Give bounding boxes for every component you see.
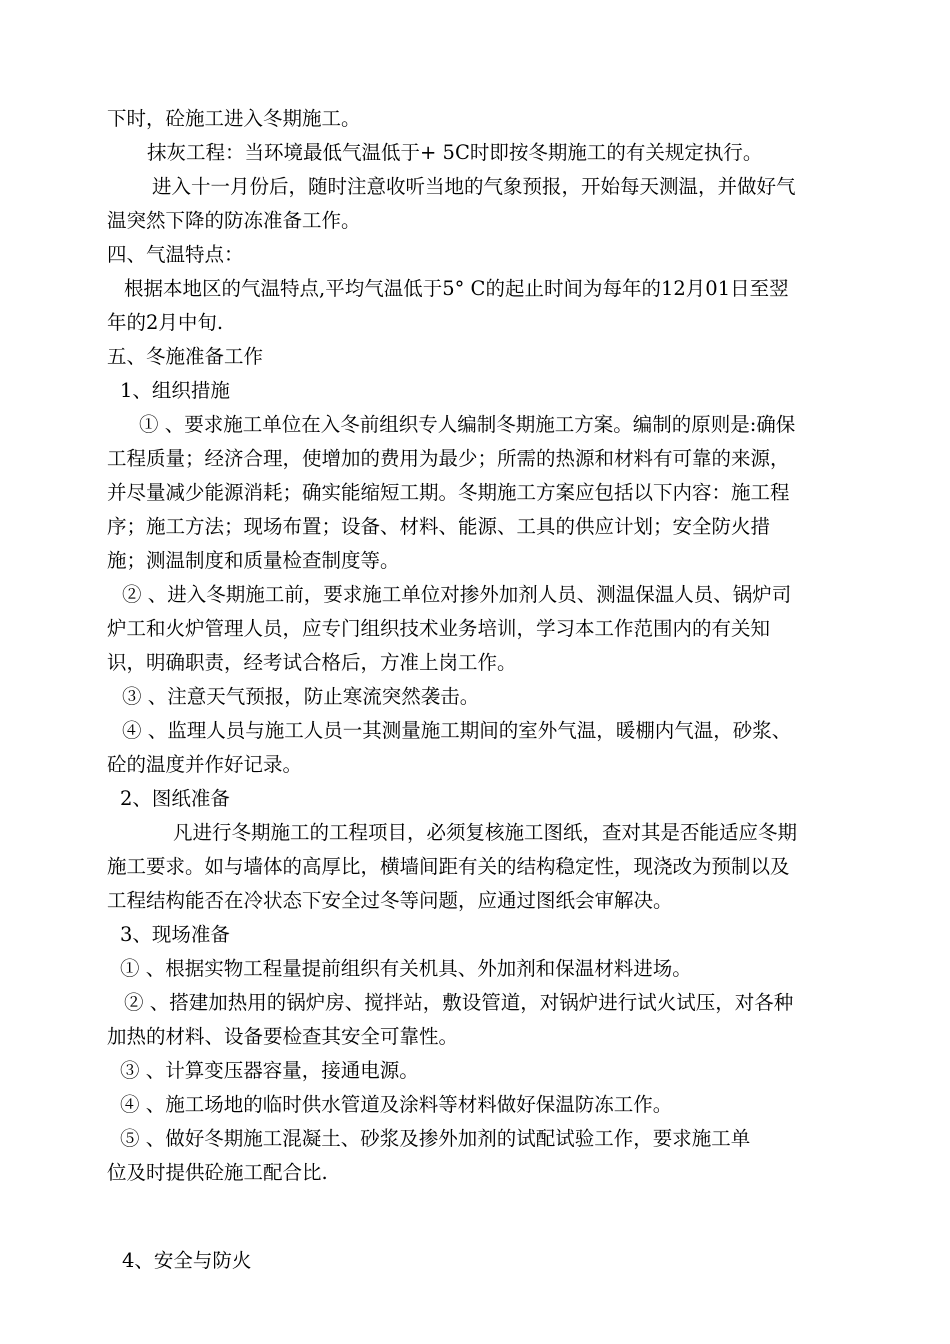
text-line: 工程质量；经济合理，使增加的费用为最少；所需的热源和材料有可靠的来源，: [107, 447, 790, 470]
text-line: 序；施工方法；现场布置；设备、材料、能源、工具的供应计划；安全防火措: [107, 515, 771, 538]
text-line: 根据本地区的气温特点,平均气温低于5° C的起止时间为每年的12月01日至翌: [124, 277, 789, 300]
subsection-heading: 1、组织措施: [120, 379, 230, 402]
text-line: 施；测温制度和质量检查制度等。: [107, 549, 400, 572]
list-item: ③ 、注意天气预报，防止寒流突然袭击。: [122, 685, 480, 708]
list-item: ① 、根据实物工程量提前组织有关机具、外加剂和保温材料进场。: [120, 957, 692, 980]
text-line: 加热的材料、设备要检查其安全可靠性。: [107, 1025, 459, 1048]
subsection-heading: 2、图纸准备: [120, 787, 230, 810]
list-item: ② 、进入冬期施工前，要求施工单位对掺外加剂人员、测温保温人员、锅炉司: [122, 583, 792, 606]
subsection-heading: 3、现场准备: [120, 923, 230, 946]
text-line: 位及时提供砼施工配合比.: [107, 1161, 328, 1184]
text-line: 并尽量减少能源消耗；确实能缩短工期。冬期施工方案应包括以下内容：施工程: [107, 481, 790, 504]
list-item: ② 、搭建加热用的锅炉房、搅拌站，敷设管道，对锅炉进行试火试压，对各种: [124, 991, 794, 1014]
text-line: 抹灰工程：当环境最低气温低于+ 5C时即按冬期施工的有关规定执行。: [147, 141, 763, 164]
text-line: 温突然下降的防冻准备工作。: [107, 209, 361, 232]
text-line: 年的2月中旬.: [107, 311, 224, 334]
text-line: 施工要求。如与墙体的高厚比，横墙间距有关的结构稳定性，现浇改为预制以及: [107, 855, 790, 878]
list-item: ④ 、监理人员与施工人员一其测量施工期间的室外气温，暖棚内气温，砂浆、: [122, 719, 792, 742]
text-line: 凡进行冬期施工的工程项目，必须复核施工图纸，查对其是否能适应冬期: [173, 821, 798, 844]
subsection-heading: 4、安全与防火: [122, 1249, 252, 1272]
text-line: 砼的温度并作好记录。: [107, 753, 303, 776]
section-heading: 五、冬施准备工作: [107, 345, 264, 368]
text-line: 炉工和火炉管理人员，应专门组织技术业务培训，学习本工作范围内的有关知: [107, 617, 771, 640]
list-item: ① 、要求施工单位在入冬前组织专人编制冬期施工方案。编制的原则是:确保: [139, 413, 796, 436]
text-line: 进入十一月份后，随时注意收听当地的气象预报，开始每天测温，并做好气: [152, 175, 796, 198]
text-line: 下时，砼施工进入冬期施工。: [107, 107, 361, 130]
list-item: ③ 、计算变压器容量，接通电源。: [120, 1059, 419, 1082]
list-item: ④ 、施工场地的临时供水管道及涂料等材料做好保温防冻工作。: [120, 1093, 673, 1116]
section-heading: 四、气温特点：: [107, 243, 244, 266]
text-line: 识，明确职责，经考试合格后，方准上岗工作。: [107, 651, 517, 674]
list-item: ⑤ 、做好冬期施工混凝土、砂浆及掺外加剂的试配试验工作，要求施工单: [120, 1127, 751, 1150]
text-line: 工程结构能否在冷状态下安全过冬等问题，应通过图纸会审解决。: [107, 889, 673, 912]
